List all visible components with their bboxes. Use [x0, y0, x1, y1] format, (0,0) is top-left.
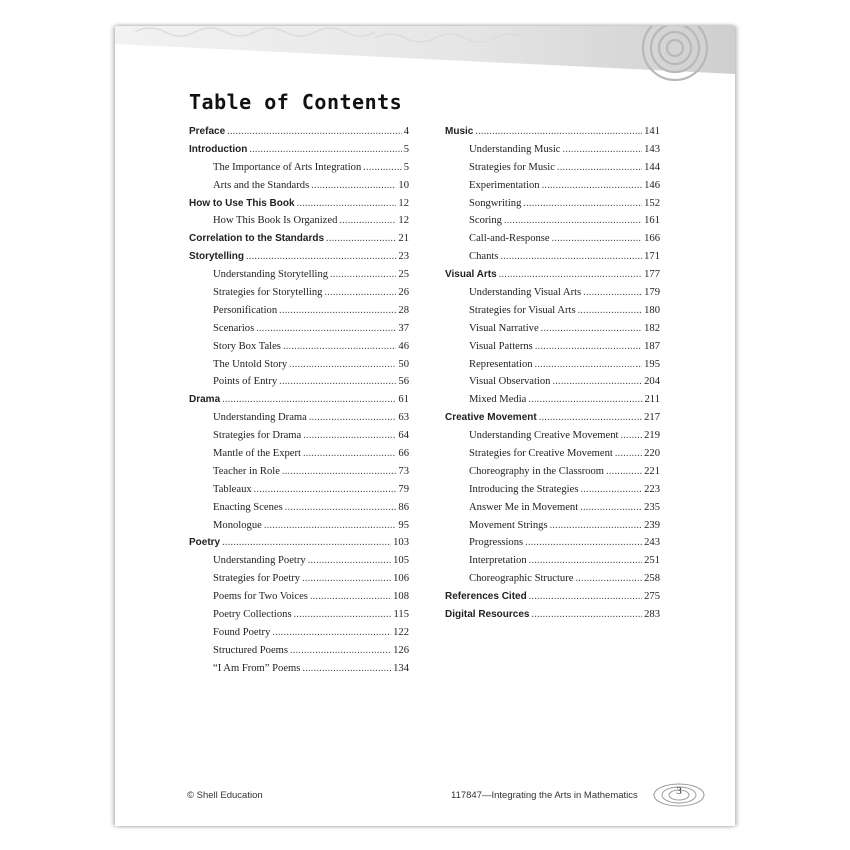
toc-page-number: 105 [393, 555, 409, 567]
dot-leader [272, 627, 391, 638]
dot-leader [330, 269, 396, 280]
dot-leader [499, 269, 642, 280]
toc-subsection-entry [445, 502, 660, 520]
toc-entry-label: Understanding Creative Movement [469, 430, 619, 442]
toc-subsection-entry [189, 520, 409, 538]
dot-leader [279, 305, 396, 316]
dot-leader [227, 126, 402, 137]
toc-entry-label: Creative Movement [445, 412, 537, 424]
document-page [115, 26, 735, 826]
dot-leader [279, 376, 396, 387]
toc-page-number: 106 [393, 573, 409, 585]
toc-page-number: 108 [393, 591, 409, 603]
dot-leader [535, 359, 643, 370]
toc-page-number: 217 [644, 412, 660, 424]
toc-entry-label: Strategies for Drama [213, 430, 302, 442]
toc-page-number: 251 [644, 555, 660, 567]
toc-entry-label: Mantle of the Expert [213, 448, 301, 460]
dot-leader [575, 573, 642, 584]
toc-subsection-entry [189, 305, 409, 323]
toc-subsection-entry [445, 555, 660, 573]
dot-leader [290, 645, 391, 656]
toc-subsection-entry [189, 341, 409, 359]
toc-entry-label: Digital Resources [445, 609, 530, 621]
toc-section-entry [189, 537, 409, 555]
toc-entry-label: Storytelling [189, 251, 245, 263]
toc-entry-label: Poems for Two Voices [213, 591, 308, 603]
toc-section-entry [445, 126, 660, 144]
dot-leader [580, 484, 642, 495]
dot-leader [339, 215, 396, 226]
dot-leader [578, 305, 643, 316]
toc-entry-label: The Importance of Arts Integration [213, 161, 362, 173]
toc-entry-label: Visual Arts [445, 269, 497, 281]
toc-subsection-entry [189, 466, 409, 484]
toc-subsection-entry [445, 180, 660, 198]
toc-entry-label: Scenarios [213, 322, 255, 334]
dot-leader [264, 520, 397, 531]
toc-entry-label: Preface [189, 126, 226, 137]
toc-subsection-entry [445, 251, 660, 269]
toc-entry-label: Enacting Scenes [213, 501, 283, 513]
toc-entry-label: How This Book Is Organized [213, 215, 338, 227]
toc-entry-label: Story Box Tales [213, 340, 281, 352]
dot-leader [523, 198, 642, 209]
toc-page-number: 66 [398, 448, 409, 460]
toc-entry-label: “I Am From” Poems [213, 662, 301, 674]
toc-section-entry [189, 233, 409, 251]
toc-page-number: 211 [644, 394, 660, 406]
toc-page-number: 37 [398, 322, 409, 334]
toc-page-number: 63 [398, 412, 409, 424]
dot-leader [500, 251, 642, 262]
page-number: 3 [676, 785, 682, 797]
toc-right-column [445, 126, 660, 627]
toc-entry-label: References Cited [445, 591, 527, 603]
dot-leader [475, 126, 642, 137]
toc-subsection-entry [445, 198, 660, 216]
toc-page-number: 64 [398, 430, 409, 442]
toc-subsection-entry [189, 430, 409, 448]
toc-entry-label: Strategies for Music [469, 161, 555, 173]
dot-leader [249, 144, 401, 155]
dot-leader [539, 412, 642, 423]
toc-subsection-entry [189, 591, 409, 609]
page-title: Table of Contents [189, 90, 403, 114]
toc-subsection-entry [189, 663, 409, 681]
toc-page-number: 220 [644, 448, 660, 460]
toc-subsection-entry [189, 502, 409, 520]
toc-subsection-entry [445, 537, 660, 555]
toc-page-number: 243 [644, 537, 660, 549]
toc-subsection-entry [445, 448, 660, 466]
toc-page-number: 56 [398, 376, 409, 388]
dot-leader [563, 144, 643, 155]
toc-page-number: 12 [398, 215, 409, 227]
dot-leader [615, 448, 642, 459]
toc-page-number: 219 [644, 430, 660, 442]
toc-subsection-entry [445, 215, 660, 233]
toc-subsection-entry [445, 305, 660, 323]
toc-page-number: 86 [398, 501, 409, 513]
toc-subsection-entry [189, 609, 409, 627]
toc-subsection-entry [189, 448, 409, 466]
toc-entry-label: Strategies for Creative Movement [469, 448, 613, 460]
toc-page-number: 180 [644, 304, 660, 316]
toc-page-number: 144 [644, 161, 660, 173]
dot-leader [310, 591, 391, 602]
toc-entry-label: Interpretation [469, 555, 527, 567]
toc-subsection-entry [189, 215, 409, 233]
toc-page-number: 103 [393, 537, 409, 549]
toc-page-number: 115 [393, 609, 409, 621]
toc-entry-label: Understanding Poetry [213, 555, 306, 567]
book-title-footer: 117847—Integrating the Arts in Mathematics [451, 790, 638, 801]
toc-page-number: 161 [644, 215, 660, 227]
toc-page-number: 79 [398, 483, 409, 495]
toc-entry-label: Monologue [213, 519, 262, 531]
toc-section-entry [445, 609, 660, 627]
toc-page-number: 171 [644, 251, 660, 263]
toc-subsection-entry [189, 645, 409, 663]
toc-entry-label: Points of Entry [213, 376, 278, 388]
toc-page-number: 239 [644, 519, 660, 531]
dot-leader [326, 233, 396, 244]
toc-entry-label: Mixed Media [469, 394, 527, 406]
toc-section-entry [189, 126, 409, 144]
dot-leader [504, 215, 642, 226]
toc-page-number: 187 [644, 340, 660, 352]
toc-page-number: 50 [398, 358, 409, 370]
toc-entry-label: Experimentation [469, 179, 540, 191]
toc-section-entry [189, 144, 409, 162]
toc-page-number: 235 [644, 501, 660, 513]
toc-page-number: 10 [398, 179, 409, 191]
toc-subsection-entry [445, 323, 660, 341]
dot-leader [528, 394, 642, 405]
dot-leader [552, 233, 642, 244]
toc-entry-label: Progressions [469, 537, 524, 549]
toc-subsection-entry [445, 287, 660, 305]
toc-left-column [189, 126, 409, 681]
dot-leader [222, 537, 391, 548]
toc-entry-label: Songwriting [469, 197, 522, 209]
toc-subsection-entry [189, 269, 409, 287]
dot-leader [311, 180, 396, 191]
toc-entry-label: The Untold Story [213, 358, 288, 370]
toc-entry-label: Personification [213, 304, 278, 316]
toc-page-number: 141 [644, 126, 660, 137]
toc-page-number: 73 [398, 465, 409, 477]
toc-page-number: 4 [403, 126, 409, 137]
toc-section-entry [189, 394, 409, 412]
toc-section-entry [189, 251, 409, 269]
header-decorative-band [115, 26, 735, 96]
dot-leader [580, 502, 642, 513]
toc-entry-label: Poetry [189, 537, 221, 549]
dot-leader [246, 251, 396, 262]
toc-subsection-entry [445, 376, 660, 394]
toc-entry-label: Teacher in Role [213, 465, 280, 477]
toc-page-number: 179 [644, 287, 660, 299]
toc-page-number: 61 [398, 394, 409, 406]
toc-subsection-entry [189, 162, 409, 180]
toc-page-number: 283 [644, 609, 660, 621]
dot-leader [542, 180, 643, 191]
toc-entry-label: Introducing the Strategies [469, 483, 579, 495]
toc-page-number: 122 [393, 626, 409, 638]
toc-entry-label: Strategies for Poetry [213, 573, 301, 585]
toc-entry-label: Tableaux [213, 483, 252, 495]
toc-section-entry [445, 269, 660, 287]
toc-page-number: 204 [644, 376, 660, 388]
toc-entry-label: Answer Me in Movement [469, 501, 579, 513]
toc-entry-label: Strategies for Storytelling [213, 287, 323, 299]
toc-page-number: 25 [398, 269, 409, 281]
dot-leader [294, 609, 392, 620]
toc-subsection-entry [189, 180, 409, 198]
toc-entry-label: Structured Poems [213, 644, 289, 656]
dot-leader [254, 484, 397, 495]
toc-page-number: 46 [398, 340, 409, 352]
toc-section-entry [445, 412, 660, 430]
toc-entry-label: Representation [469, 358, 533, 370]
toc-entry-label: Found Poetry [213, 626, 271, 638]
toc-subsection-entry [189, 412, 409, 430]
toc-entry-label: Understanding Drama [213, 412, 307, 424]
toc-entry-label: Call-and-Response [469, 233, 550, 245]
toc-subsection-entry [445, 359, 660, 377]
dot-leader [285, 502, 397, 513]
toc-page-number: 152 [644, 197, 660, 209]
dot-leader [620, 430, 642, 441]
toc-entry-label: Scoring [469, 215, 502, 227]
dot-leader [303, 448, 396, 459]
dot-leader [324, 287, 396, 298]
toc-subsection-entry [445, 484, 660, 502]
toc-subsection-entry [445, 573, 660, 591]
dot-leader [308, 555, 391, 566]
toc-entry-label: Visual Observation [469, 376, 551, 388]
toc-page-number: 28 [398, 304, 409, 316]
dot-leader [531, 609, 642, 620]
toc-entry-label: Understanding Storytelling [213, 269, 329, 281]
dot-leader [302, 663, 391, 674]
copyright-text: © Shell Education [187, 790, 263, 801]
toc-page-number: 258 [644, 573, 660, 585]
toc-entry-label: Choreographic Structure [469, 573, 574, 585]
dot-leader [289, 359, 396, 370]
toc-page-number: 26 [398, 287, 409, 299]
toc-entry-label: Correlation to the Standards [189, 233, 325, 245]
toc-page-number: 5 [403, 143, 409, 155]
toc-entry-label: Poetry Collections [213, 609, 292, 621]
dot-leader [256, 323, 396, 334]
toc-subsection-entry [445, 162, 660, 180]
toc-page-number: 221 [644, 465, 660, 477]
toc-subsection-entry [189, 627, 409, 645]
toc-page-number: 182 [644, 322, 660, 334]
toc-subsection-entry [445, 430, 660, 448]
toc-entry-label: Understanding Music [469, 143, 561, 155]
toc-page-number: 23 [398, 251, 409, 263]
toc-entry-label: Arts and the Standards [213, 179, 310, 191]
toc-page-number: 12 [398, 197, 409, 209]
toc-page-number: 21 [398, 233, 409, 245]
dot-leader [529, 555, 642, 566]
toc-subsection-entry [189, 359, 409, 377]
toc-entry-label: Drama [189, 394, 221, 406]
toc-subsection-entry [445, 233, 660, 251]
toc-subsection-entry [189, 573, 409, 591]
toc-section-entry [189, 198, 409, 216]
page-number-badge [651, 782, 707, 808]
toc-entry-label: Movement Strings [469, 519, 548, 531]
toc-page-number: 177 [644, 269, 660, 281]
toc-page-number: 143 [644, 143, 660, 155]
toc-page-number: 95 [398, 519, 409, 531]
toc-page-number: 126 [393, 644, 409, 656]
toc-subsection-entry [445, 520, 660, 538]
toc-subsection-entry [445, 466, 660, 484]
dot-leader [303, 430, 396, 441]
dot-leader [606, 466, 642, 477]
toc-subsection-entry [189, 484, 409, 502]
toc-entry-label: Visual Narrative [469, 322, 539, 334]
dot-leader [302, 573, 391, 584]
toc-page-number: 146 [644, 179, 660, 191]
dot-leader [557, 162, 642, 173]
toc-entry-label: Strategies for Visual Arts [469, 304, 576, 316]
dot-leader [222, 394, 396, 405]
toc-page-number: 5 [403, 161, 409, 173]
dot-leader [309, 412, 397, 423]
dot-leader [525, 537, 642, 548]
toc-entry-label: How to Use This Book [189, 197, 295, 209]
toc-entry-label: Introduction [189, 143, 248, 155]
toc-page-number: 223 [644, 483, 660, 495]
dot-leader [552, 376, 642, 387]
toc-subsection-entry [445, 341, 660, 359]
dot-leader [535, 341, 642, 352]
toc-subsection-entry [189, 323, 409, 341]
toc-page-number: 166 [644, 233, 660, 245]
dot-leader [363, 162, 401, 173]
toc-page-number: 195 [644, 358, 660, 370]
toc-entry-label: Chants [469, 251, 499, 263]
dot-leader [297, 198, 397, 209]
dot-leader [283, 341, 396, 352]
toc-subsection-entry [445, 144, 660, 162]
toc-subsection-entry [189, 376, 409, 394]
toc-subsection-entry [189, 555, 409, 573]
dot-leader [529, 591, 642, 602]
toc-page-number: 134 [393, 662, 409, 674]
toc-subsection-entry [445, 394, 660, 412]
toc-entry-label: Choreography in the Classroom [469, 465, 605, 477]
toc-section-entry [445, 591, 660, 609]
dot-leader [550, 520, 643, 531]
toc-entry-label: Understanding Visual Arts [469, 287, 582, 299]
dot-leader [282, 466, 396, 477]
toc-entry-label: Visual Patterns [469, 340, 533, 352]
dot-leader [583, 287, 642, 298]
toc-subsection-entry [189, 287, 409, 305]
toc-entry-label: Music [445, 126, 474, 137]
dot-leader [541, 323, 642, 334]
toc-page-number: 275 [644, 591, 660, 603]
